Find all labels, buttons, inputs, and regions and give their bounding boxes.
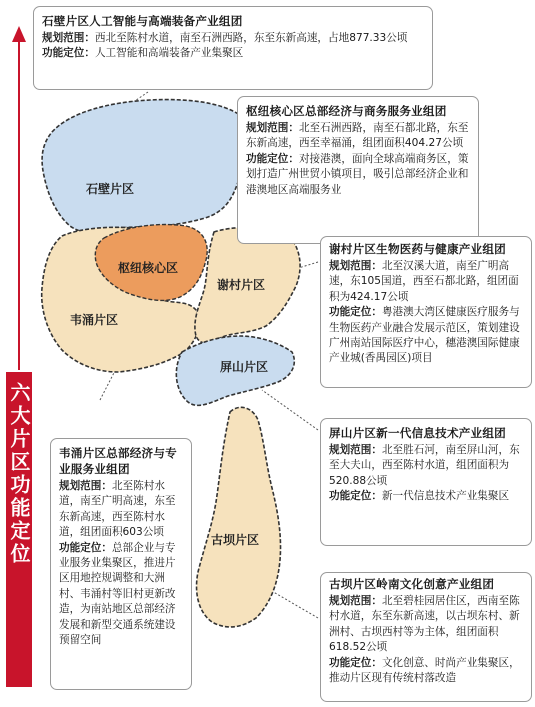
box-guba-title: 古坝片区岭南文化创意产业组团 — [329, 577, 495, 591]
box-pingshan-function: 功能定位：新一代信息技术产业集聚区 — [329, 490, 510, 503]
box-weiyong — [50, 438, 192, 690]
box-shibi-function: 功能定位：人工智能和高端装备产业集聚区 — [42, 47, 244, 60]
box-hub-function: 功能定位：对接港澳，面向全球高端商务区，策划打造广州世贸小镇项目，吸引总部经济企业和港澳地区高端服务业 — [246, 152, 469, 196]
side-arrow-line — [18, 40, 20, 370]
side-title — [6, 372, 32, 687]
leader-pingshan — [262, 390, 318, 430]
box-pingshan-scope: 规划范围：北至胜石河，南至屏山河，东至大夫山，西至陈村水道，组团面积为520.88公顷 — [329, 444, 520, 487]
box-xiecun-scope: 规划范围：北至汉溪大道，南至广明高速，东105国道，西至石都北路，组团面积为424.17公顷 — [329, 260, 519, 303]
box-xiecun-title: 谢村片区生物医药与健康产业组团 — [329, 242, 506, 256]
box-pingshan — [320, 418, 532, 546]
box-guba-scope: 规划范围：北至碧桂园居住区，西南至陈村水道，东至东新高速，以古坝东村、新洲村、古坝西村等为主体，组团面积618.52公顷 — [329, 595, 520, 654]
box-pingshan-title: 屏山片区新一代信息技术产业组团 — [329, 426, 506, 440]
side-arrow-icon — [12, 26, 26, 42]
zone-guba-label: 古坝片区 — [211, 533, 260, 547]
side-title-text: 六大片区功能定位 — [7, 382, 31, 566]
zone-guba-shape — [197, 407, 281, 627]
box-shibi-title: 石壁片区人工智能与高端装备产业组团 — [42, 14, 243, 28]
zone-shibi-shape — [42, 100, 244, 233]
zone-xiecun-label: 谢村片区 — [217, 278, 266, 292]
box-weiyong-title: 韦涌片区总部经济与专业服务业组团 — [59, 446, 177, 476]
box-guba — [320, 572, 532, 702]
zone-hub-label: 枢纽核心区 — [118, 261, 179, 275]
box-hub-scope: 规划范围：北至石洲西路，南至石都北路，东至东新高速，西至幸福涌，组团面积404.27公顷 — [246, 122, 469, 150]
box-hub-title: 枢纽核心区总部经济与商务服务业组团 — [246, 104, 447, 118]
zone-weiyong-label: 韦涌片区 — [70, 313, 119, 327]
zone-pingshan-label: 屏山片区 — [220, 360, 269, 374]
box-shibi — [33, 6, 433, 90]
box-hub — [237, 96, 479, 244]
box-shibi-scope: 规划范围：西北至陈村水道，南至石洲西路，东至东新高速，占地877.33公顷 — [42, 32, 408, 44]
box-xiecun — [320, 236, 532, 388]
box-weiyong-function: 功能定位：总部企业与专业服务业集聚区，推进片区用地控规调整和大洲村、韦涌村等旧村更新改造，为南站地区总部经济发展和新型交通系统建设预留空间 — [59, 541, 176, 647]
leader-guba — [270, 590, 318, 618]
zone-shibi-label: 石壁片区 — [86, 182, 135, 196]
box-xiecun-function: 功能定位：粤港澳大湾区健康医疗服务与生物医药产业融合发展示范区，策划建设广州南站国际医疗中心，穗港澳国际健康产业城(香禺园区)项目 — [329, 306, 520, 365]
box-weiyong-scope: 规划范围：北至陈村水道，南至广明高速，东至东新高速，西至陈村水道，组团面积603公顷 — [59, 480, 176, 539]
box-guba-function: 功能定位：文化创意、时尚产业集聚区，推动片区现有传统村落改造 — [329, 656, 520, 685]
